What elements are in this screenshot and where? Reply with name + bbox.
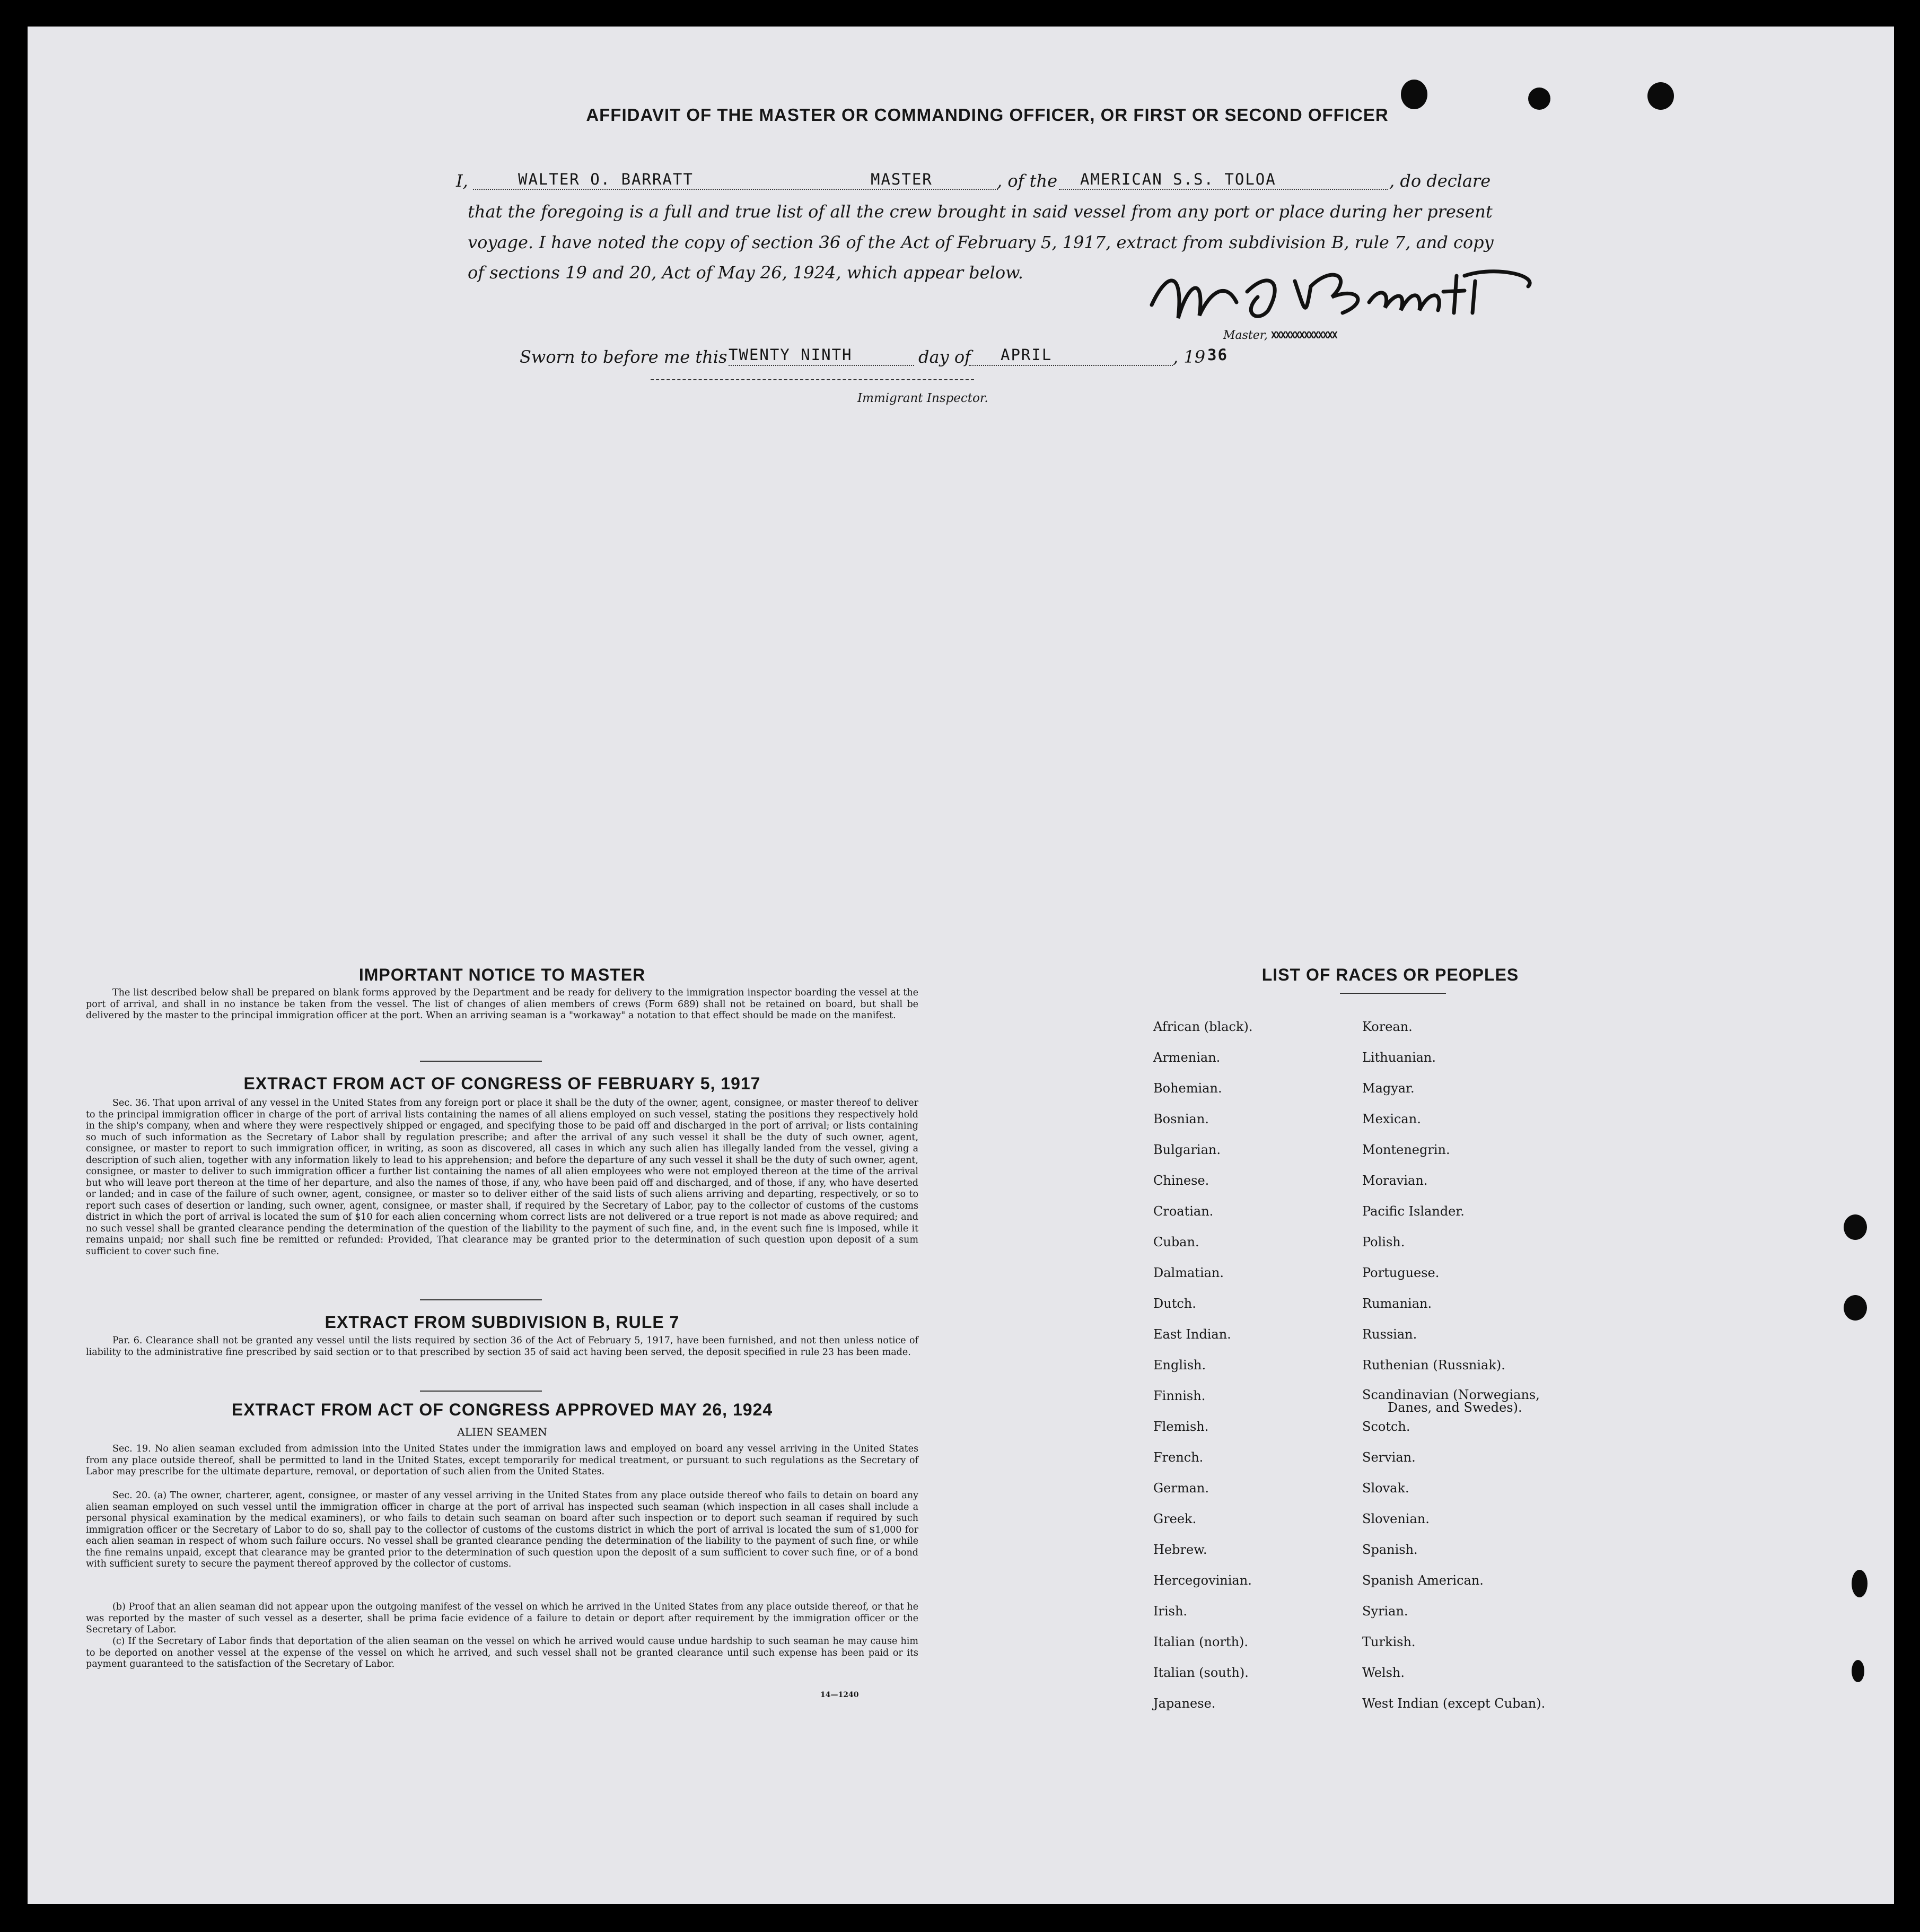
race-item: Korean. xyxy=(1362,1019,1413,1034)
race-item: Bohemian. xyxy=(1153,1081,1222,1096)
master-name-field: WALTER O. BARRATT xyxy=(518,170,694,188)
race-item-line: Danes, and Swedes). xyxy=(1388,1400,1522,1415)
races-column-2 xyxy=(1362,1019,1545,1727)
race-item: Mexican. xyxy=(1362,1112,1421,1126)
race-item xyxy=(1362,1388,1545,1419)
race-item: Montenegrin. xyxy=(1362,1142,1450,1157)
master-label: Master, xyxy=(1223,329,1268,342)
race-item: Russian. xyxy=(1362,1327,1417,1342)
punch-hole xyxy=(1528,88,1550,110)
notice-text: The list described below shall be prepared on blank forms approved by the Department and be ready for delivery to the immigration inspector boarding the vessel at the port of arrival, and shall in no instance be taken from the vessel. The list of changes of alien members of crews (Form 689) shall not be retained on board, but shall be delivered by the master to the principal immigration officer at the port. When an arriving seaman is a "workaway" a notation to that effect should be made on the manifest. xyxy=(86,987,918,1021)
vessel-field: AMERICAN S.S. TOLOA xyxy=(1080,170,1276,188)
affidavit-text-line-2: voyage. I have noted the copy of section 36 of the Act of February 5, 1917, extract from subdivision B, rule 7, and copy xyxy=(468,232,1494,252)
race-item: German. xyxy=(1153,1481,1209,1496)
vessel-field-line xyxy=(1059,189,1388,190)
race-item: Spanish American. xyxy=(1362,1573,1484,1588)
race-item-line: Scandinavian (Norwegians, xyxy=(1362,1387,1540,1402)
extract-1917-text: Sec. 36. That upon arrival of any vessel in the United States from any foreign port or place it shall be the duty of the owner, agent, consignee, or master thereof to deliver to the principal immigration officer in charge of the port of arrival lists containing the names of all aliens employed on such vessel, stating the positions they respectively hold in the ship's company, when and where they were respectively shipped or engaged, and specifying those to be paid off and discharged in the port of arrival; or lists containing so much of such information as the Secretary of Labor shall by regulation prescribe; and after the arrival of any such vessel it shall be the duty of such owner, agent, consignee, or master to report to such immigration officer, in writing, as soon as discovered, all cases in which any such alien has illegally landed from the vessel, giving a description of such alien, together with any information likely to lead to his apprehension; and before the departure of any such vessel it shall be the duty of such owner, agent, consignee, or master to deliver to such immigration officer a further list containing the names of all alien employees who were not employed thereon at the time of the arrival but who will leave port thereon at the time of her departure, and also the names of those, if any, who have been paid off and discharged, and of those, if any, who have deserted or landed; and in case of the failure of such owner, agent, consignee, or master so to deliver either of the said lists of such aliens arriving and departing, respectively, or so to report such cases of desertion or landing, such owner, agent, consignee, or master shall, if required by the Secretary of Labor, pay to the collector of customs of the customs district in which the port of arrival is located the sum of $10 for each alien concerning whom correct lists are not delivered or a true report is not made as above required; and no such vessel shall be granted clearance pending the determination of the question of the liability to the payment of such fine, and, in the event such fine is imposed, while it remains unpaid; nor shall such fine be remitted or refunded: Provided, That clearance may be granted prior to the determination of such question upon deposit of a sum sufficient to cover such fine. xyxy=(86,1098,918,1257)
sworn-month-field: APRIL xyxy=(1001,346,1053,364)
divider xyxy=(420,1061,542,1062)
sworn-month-line xyxy=(969,365,1173,366)
race-item: Scotch. xyxy=(1362,1419,1410,1434)
sec-19-text: Sec. 19. No alien seaman excluded from admission into the United States under the immigration laws and employed on board any vessel arriving in the United States from any place outside thereof, shall be permitted to land in the United States, except temporarily for medical treatment, or pursuant to such regulations as the Secretary of Labor may prescribe for the ultimate departure, removal, or deportation of such alien from the United States. xyxy=(86,1444,918,1477)
race-item: Italian (north). xyxy=(1153,1634,1249,1649)
master-signature xyxy=(1146,260,1549,334)
sworn-day-line xyxy=(729,365,914,366)
race-item: Slovak. xyxy=(1362,1481,1409,1496)
races-column-1 xyxy=(1153,1019,1252,1727)
sec-20b-text: (b) Proof that an alien seaman did not appear upon the outgoing manifest of the vessel on which he arrived in the United States from any place outside thereof, or that he was reported by the master of such vessel as a deserter, shall be prima facie evidence of a failure to detain or deport after requirement by the immigration officer or the Secretary of Labor. xyxy=(86,1602,918,1635)
do-declare-label: , do declare xyxy=(1389,171,1491,191)
day-of-label: day of xyxy=(918,347,971,367)
inspector-signature-line xyxy=(651,379,974,380)
form-number: 14—1240 xyxy=(820,1691,859,1699)
race-item: Syrian. xyxy=(1362,1604,1408,1619)
race-item: Italian (south). xyxy=(1153,1665,1249,1680)
race-item: East Indian. xyxy=(1153,1327,1231,1342)
extract-1924-title: EXTRACT FROM ACT OF CONGRESS APPROVED MAY 26, 1924 xyxy=(231,1400,773,1419)
race-item: Greek. xyxy=(1153,1511,1197,1526)
race-item: Moravian. xyxy=(1362,1173,1428,1188)
race-item: Rumanian. xyxy=(1362,1296,1432,1311)
sec-20c-text: (c) If the Secretary of Labor finds that deportation of the alien seaman on the vessel on which he arrived would cause undue hardship to such seaman he may cause him to be deported on another vessel at the expense of the vessel on which he arrived, and such vessel shall not be granted clearance until such expense has been paid or its payment guaranteed to the satisfaction of the Secretary of Labor. xyxy=(86,1636,918,1669)
race-item: Bulgarian. xyxy=(1153,1142,1221,1157)
race-item: English. xyxy=(1153,1358,1206,1372)
race-item: Bosnian. xyxy=(1153,1112,1209,1126)
race-item: Slovenian. xyxy=(1362,1511,1430,1526)
race-item: Welsh. xyxy=(1362,1665,1405,1680)
race-item: Cuban. xyxy=(1153,1235,1199,1249)
struck-officer-text: XXXXXXXXXXXXXX xyxy=(1271,330,1337,341)
rank-field: MASTER xyxy=(871,170,933,188)
notice-title: IMPORTANT NOTICE TO MASTER xyxy=(358,965,646,984)
race-item: Finnish. xyxy=(1153,1388,1206,1403)
race-item: Lithuanian. xyxy=(1362,1050,1436,1065)
rule-7-title: EXTRACT FROM SUBDIVISION B, RULE 7 xyxy=(325,1313,680,1332)
rule-7-text: Par. 6. Clearance shall not be granted any vessel until the lists required by section 36 of the Act of February 5, 1917, have been furnished, and not then unless notice of liability to the administrative fine prescribed by said section or to that prescribed by section 35 of said act having been served, the deposit specified in rule 23 has been made. xyxy=(86,1335,918,1358)
race-item: Magyar. xyxy=(1362,1081,1415,1096)
divider xyxy=(420,1299,542,1300)
affidavit-text-line-3: of sections 19 and 20, Act of May 26, 1924, which appear below. xyxy=(468,263,1023,283)
race-item: Portuguese. xyxy=(1362,1265,1440,1280)
race-item: Spanish. xyxy=(1362,1542,1418,1557)
name-field-line xyxy=(473,189,998,190)
of-the-label: , of the xyxy=(997,171,1058,191)
race-item: Dalmatian. xyxy=(1153,1265,1224,1280)
extract-1917-title: EXTRACT FROM ACT OF CONGRESS OF FEBRUARY 5, 1917 xyxy=(243,1074,761,1093)
race-item: Pacific Islander. xyxy=(1362,1204,1465,1219)
race-item: Armenian. xyxy=(1153,1050,1221,1065)
race-item: African (black). xyxy=(1153,1019,1253,1034)
sec-20a-text: Sec. 20. (a) The owner, charterer, agent, consignee, or master of any vessel arriving in the United States from any place outside thereof who fails to detain on board any alien seaman employed on such vessel until the immigration officer in charge at the port of arrival has inspected such seaman (which inspection in all cases shall include a personal physical examination by the medical examiners), or who fails to detain such seaman on board after such inspection or to deport such seaman if required by such immigration officer or the Secretary of Labor to do so, shall pay to the collector of customs of the customs district in which the port of arrival is located the sum of $1,000 for each alien seaman in respect of whom such failure occurs. No vessel shall be granted clearance pending the determination of the liability to the payment of such fine, or while the fine remains unpaid, except that clearance may be granted prior to the determination of such question upon the deposit of a sum sufficient to cover such fine, or of a bond with sufficient surety to secure the payment thereof approved by the collector of customs. xyxy=(86,1490,918,1569)
race-item: Hebrew. xyxy=(1153,1542,1207,1557)
race-item: Chinese. xyxy=(1153,1173,1209,1188)
race-item: French. xyxy=(1153,1450,1204,1465)
race-item: Servian. xyxy=(1362,1450,1416,1465)
race-item: Flemish. xyxy=(1153,1419,1209,1434)
race-item: Japanese. xyxy=(1153,1696,1216,1711)
affidavit-text-line-1: that the foregoing is a full and true list of all the crew brought in said vessel from any port or place during her present xyxy=(468,202,1493,222)
punch-hole xyxy=(1852,1660,1864,1682)
sworn-day-field: TWENTY NINTH xyxy=(729,346,853,364)
race-item: West Indian (except Cuban). xyxy=(1362,1696,1546,1711)
races-title: LIST OF RACES OR PEOPLES xyxy=(1261,965,1519,984)
sworn-prefix: Sworn to before me this xyxy=(520,347,727,367)
alien-seamen-subtitle: ALIEN SEAMEN xyxy=(457,1426,547,1438)
race-item: Ruthenian (Russniak). xyxy=(1362,1358,1505,1372)
divider xyxy=(420,1391,542,1392)
i-label: I, xyxy=(456,171,468,191)
race-item: Polish. xyxy=(1362,1235,1405,1249)
punch-hole xyxy=(1647,82,1674,110)
race-item: Croatian. xyxy=(1153,1204,1214,1219)
year-field: 36 xyxy=(1207,346,1228,364)
race-item: Turkish. xyxy=(1362,1634,1416,1649)
punch-hole xyxy=(1852,1570,1868,1597)
divider xyxy=(1340,993,1446,994)
punch-hole xyxy=(1844,1214,1867,1240)
race-item: Irish. xyxy=(1153,1604,1188,1619)
signature-stroke xyxy=(1146,260,1549,334)
inspector-label: Immigrant Inspector. xyxy=(857,391,988,405)
race-item: Hercegovinian. xyxy=(1153,1573,1252,1588)
year-prefix: , 19 xyxy=(1173,347,1206,367)
punch-hole xyxy=(1844,1295,1867,1321)
document-sheet xyxy=(28,27,1894,1904)
race-item: Dutch. xyxy=(1153,1296,1196,1311)
affidavit-title: AFFIDAVIT OF THE MASTER OR COMMANDING OFFICER, OR FIRST OR SECOND OFFICER xyxy=(586,105,1389,125)
